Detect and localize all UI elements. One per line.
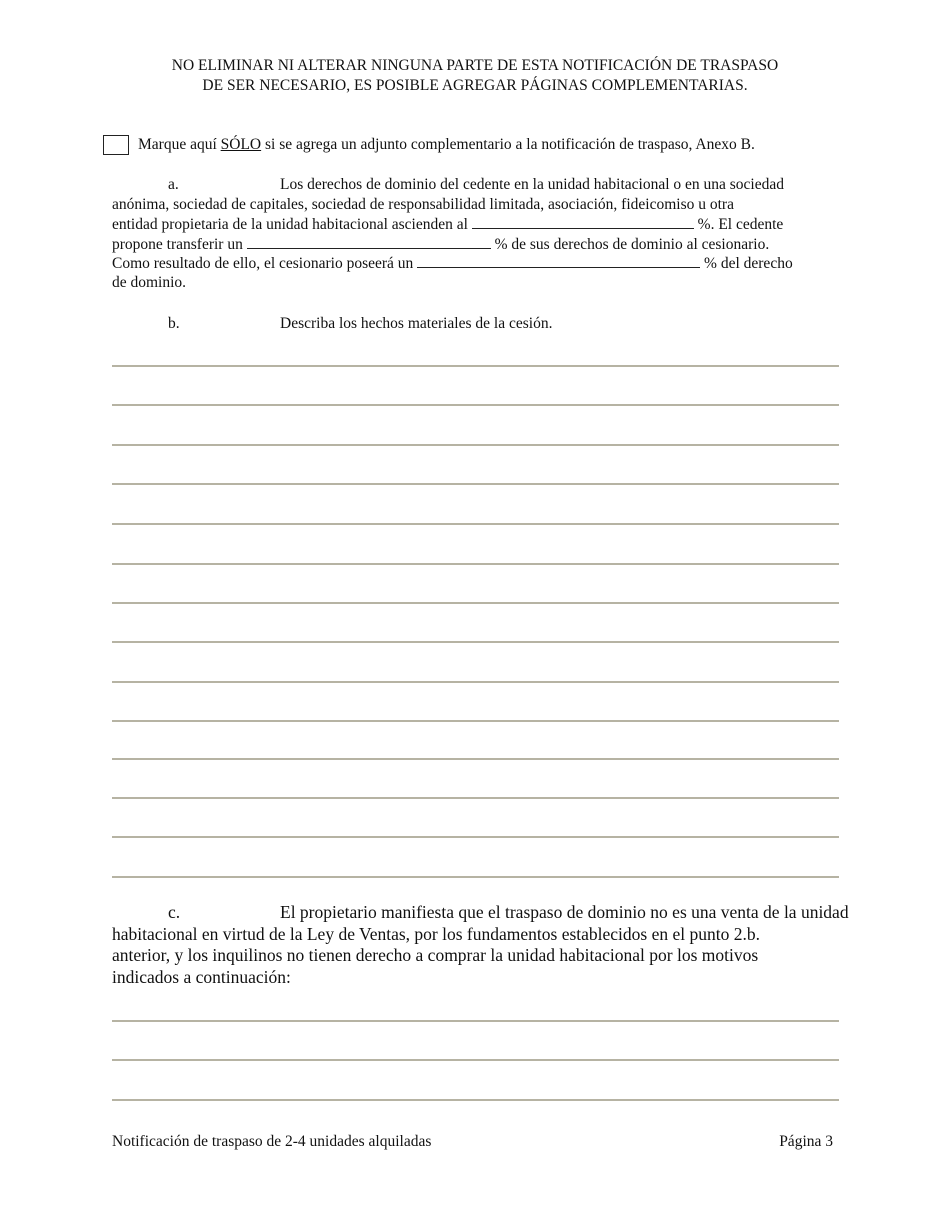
footer-title: Notificación de traspaso de 2-4 unidades alquiladas: [112, 1133, 432, 1150]
section-a-line-2: anónima, sociedad de capitales, sociedad de responsabilidad limitada, asociación, fideicomiso u otra: [112, 195, 734, 213]
page-header: [0, 56, 950, 96]
writing-line[interactable]: [112, 797, 839, 799]
header-line-1: NO ELIMINAR NI ALTERAR NINGUNA PARTE DE ESTA NOTIFICACIÓN DE TRASPASO: [171, 57, 779, 74]
section-a-line-5: Como resultado de ello, el cesionario poseerá un % del derecho: [112, 255, 793, 273]
section-a-line-6: de dominio.: [112, 273, 187, 291]
transfer-percentage-field[interactable]: [247, 234, 491, 249]
writing-line[interactable]: [112, 444, 839, 446]
section-c-line-1: c. El propietario manifiesta que el traspaso de dominio no es una venta de la unidad: [168, 902, 849, 922]
writing-line[interactable]: [112, 836, 839, 838]
writing-line[interactable]: [112, 1020, 839, 1022]
section-c-line-4: indicados a continuación:: [112, 966, 291, 987]
checkbox-text-underlined: SÓLO: [220, 136, 262, 153]
section-a-label: a.: [168, 176, 179, 193]
writing-line[interactable]: [112, 720, 839, 722]
section-a-line-1: a. Los derechos de dominio del cedente en la unidad habitacional o en una sociedad: [168, 176, 784, 193]
section-b-text: Describa los hechos materiales de la cesión.: [280, 315, 553, 332]
owner-percentage-field[interactable]: [472, 214, 694, 229]
section-a-line-4: propone transferir un % de sus derechos de dominio al cesionario.: [112, 235, 770, 253]
section-c-line-3: anterior, y los inquilinos no tienen derecho a comprar la unidad habitacional por los motivos: [112, 945, 759, 965]
writing-line[interactable]: [112, 1099, 839, 1101]
section-b-line: [112, 314, 828, 334]
writing-line[interactable]: [112, 404, 839, 406]
page-footer: [112, 1133, 833, 1151]
section-a: [112, 175, 828, 293]
checkbox-text-after: si se agrega un adjunto complementario a la notificación de traspaso, Anexo B.: [265, 136, 755, 153]
writing-line[interactable]: [112, 563, 839, 565]
section-c-label: c.: [168, 902, 181, 922]
writing-line[interactable]: [112, 876, 839, 878]
writing-line[interactable]: [112, 365, 839, 367]
writing-line[interactable]: [112, 758, 839, 760]
page-number: Página 3: [779, 1133, 833, 1150]
writing-line[interactable]: [112, 641, 839, 643]
writing-line[interactable]: [112, 483, 839, 485]
writing-line[interactable]: [112, 681, 839, 683]
section-c-line-2: habitacional en virtud de la Ley de Ventas, por los fundamentos establecidos en el punto 2.b.: [112, 923, 760, 944]
writing-line[interactable]: [112, 1059, 839, 1061]
attachment-checkbox-row: [103, 134, 755, 156]
writing-line[interactable]: [112, 602, 839, 604]
assignee-percentage-field[interactable]: [417, 253, 700, 268]
section-b: [112, 314, 828, 334]
attachment-checkbox[interactable]: [103, 135, 129, 155]
checkbox-text-before: Marque aquí: [138, 136, 217, 153]
section-c: [112, 902, 849, 988]
section-a-line-3: entidad propietaria de la unidad habitacional ascienden al %. El cedente: [112, 216, 784, 234]
header-line-2: DE SER NECESARIO, ES POSIBLE AGREGAR PÁGINAS COMPLEMENTARIAS.: [202, 77, 748, 94]
section-b-label: b.: [168, 315, 180, 332]
writing-line[interactable]: [112, 523, 839, 525]
